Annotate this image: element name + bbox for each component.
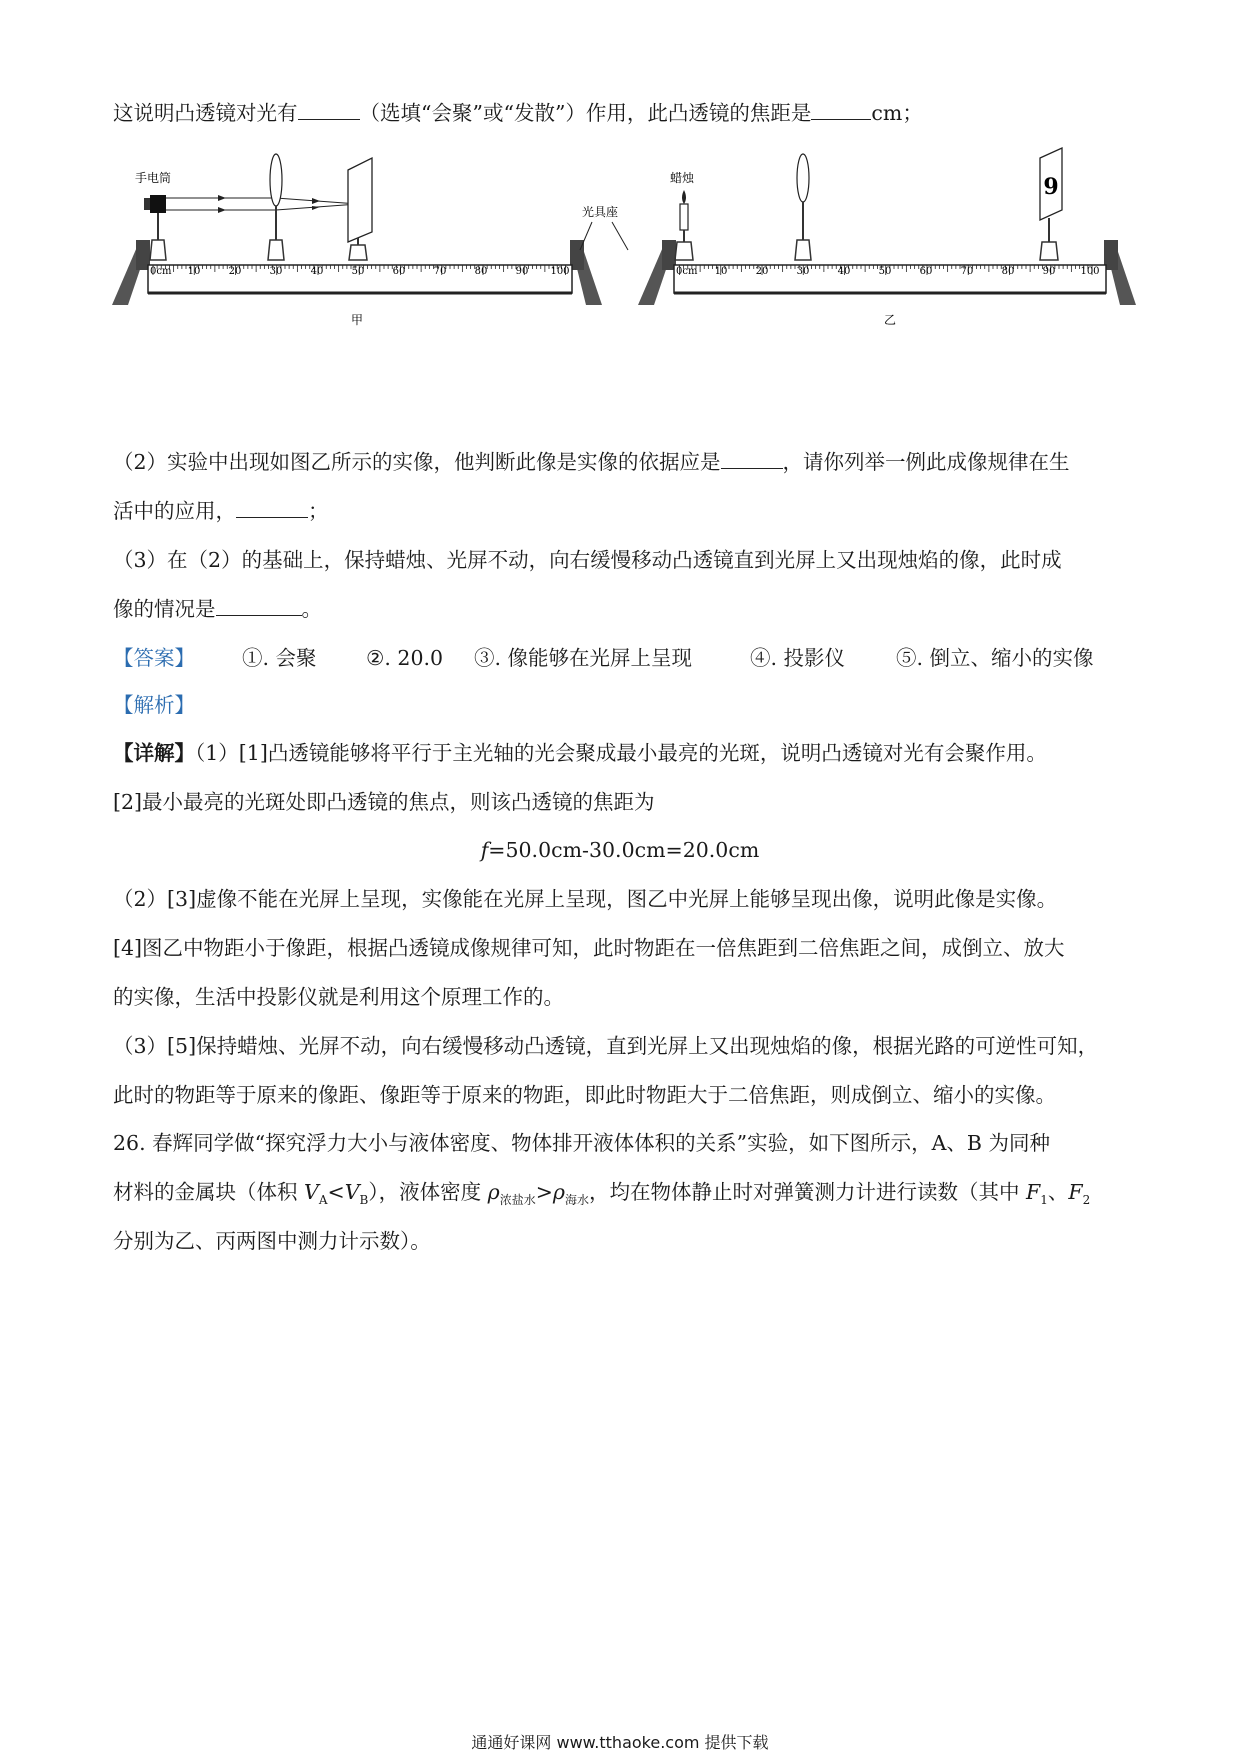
q2-line-1 <box>113 447 1070 477</box>
answer-item: ⑤. 倒立、缩小的实像 <box>896 646 1094 670</box>
q2-line-2 <box>113 496 329 526</box>
optical-bench-figure <box>0 140 1240 340</box>
tick-label-yi: 70 <box>960 266 974 277</box>
q1-text-b: （选填“会聚”或“发散”）作用，此凸透镜的焦距是 <box>359 101 812 125</box>
answer-item: ④. 投影仪 <box>750 646 846 670</box>
rho-symbol: ρ <box>552 1180 565 1204</box>
q3-text-b: 。 <box>301 597 322 621</box>
q2-text-a: （2）实验中出现如图乙所示的实像，他判断此像是实像的依据应是 <box>113 450 721 474</box>
greater-than: > <box>535 1180 553 1204</box>
tick-label-yi: 20 <box>755 266 769 277</box>
sub-salt-water: 浓盐水 <box>499 1193 536 1208</box>
tick-label-jia: 40 <box>310 266 324 277</box>
q1-blank-2 <box>811 99 871 120</box>
var-f: F <box>1025 1180 1041 1204</box>
figure-jia <box>112 154 602 327</box>
detail-line-6: （3）[5]保持蜡烛、光屏不动，向右缓慢移动凸透镜，直到光屏上又出现烛焰的像，根据光路的可逆性可知， <box>113 1034 1099 1058</box>
tick-label-yi: 100 <box>1080 266 1100 277</box>
var-v: V <box>344 1180 360 1204</box>
tick-label-jia: 100 <box>550 266 570 277</box>
tick-label-jia: 30 <box>269 266 283 277</box>
detail-line-5: 的实像，生活中投影仪就是利用这个原理工作的。 <box>113 985 564 1009</box>
answer-item: ③. 像能够在光屏上呈现 <box>474 646 693 670</box>
sub-sea-water: 海水 <box>564 1193 589 1208</box>
tick-label-yi: 60 <box>919 266 933 277</box>
q26-line-2 <box>113 1177 1090 1215</box>
answer-item: ①. 会聚 <box>242 646 317 670</box>
q2-text-c: 活中的应用， <box>113 499 236 523</box>
q26-text-a: 材料的金属块（体积 <box>113 1180 305 1204</box>
flashlight-label: 手电筒 <box>135 171 172 185</box>
tick-label-yi: 90 <box>1042 266 1056 277</box>
q2-blank-2 <box>236 497 308 518</box>
convex-lens-icon-yi <box>797 154 809 202</box>
figure-label-yi: 乙 <box>883 313 897 327</box>
detail-line-4: [4]图乙中物距小于像距，根据凸透镜成像规律可知，此时物距在一倍焦距到二倍焦距之间，成倒立、放大 <box>113 936 1065 960</box>
bench-label: 光具座 <box>581 205 619 219</box>
focal-length-formula <box>0 835 1240 865</box>
tick-zero-jia: 0cm <box>150 266 172 277</box>
formula-symbol-f: f <box>480 838 489 862</box>
q1-text-a: 这说明凸透镜对光有 <box>113 101 298 125</box>
q26-text-b: ），液体密度 <box>368 1180 488 1204</box>
tick-label-yi: 80 <box>1001 266 1015 277</box>
q3-text-a: 像的情况是 <box>113 597 216 621</box>
candle-icon <box>680 204 688 230</box>
flashlight-icon <box>150 195 166 213</box>
tick-label-jia: 50 <box>351 266 365 277</box>
tick-label-yi: 30 <box>796 266 810 277</box>
tick-label-jia: 90 <box>515 266 529 277</box>
rho-symbol: ρ <box>487 1180 500 1204</box>
analysis-tag: 【解析】 <box>113 693 195 717</box>
sub-1: 1 <box>1040 1193 1048 1208</box>
q2-text-d: ； <box>308 499 329 523</box>
detail-line-3: （2）[3]虚像不能在光屏上呈现，实像能在光屏上呈现，图乙中光屏上能够呈现出像，说明此像是实像。 <box>113 887 1058 911</box>
inverted-image-glyph: 9 <box>1043 174 1059 200</box>
answer-item: ②. 20.0 <box>366 646 444 670</box>
tick-label-jia: 70 <box>433 266 447 277</box>
detail-line-7: 此时的物距等于原来的像距、像距等于原来的物距，即此时物距大于二倍焦距，则成倒立、缩小的实像。 <box>113 1083 1056 1107</box>
detail-line-1 <box>113 738 1047 768</box>
q1-tail-line <box>113 98 923 128</box>
tick-zero-yi: 0cm <box>676 266 698 277</box>
formula-rest: =50.0cm-30.0cm=20.0cm <box>488 838 760 862</box>
separator: 、 <box>1047 1180 1069 1204</box>
detail-line-2: [2]最小最亮的光斑处即凸透镜的焦点，则该凸透镜的焦距为 <box>113 790 655 814</box>
detail-text-1: （1）[1]凸透镜能够将平行于主光轴的光会聚成最小最亮的光斑，说明凸透镜对光有会聚作用。 <box>195 741 1047 765</box>
light-screen-icon-jia <box>348 158 372 242</box>
sub-2: 2 <box>1082 1193 1091 1208</box>
q26-line-1: 26. 春辉同学做“探究浮力大小与液体密度、物体排开液体体积的关系”实验，如下图所示，A、B 为同种 <box>113 1131 1050 1155</box>
q2-blank-1 <box>721 448 783 469</box>
tick-label-jia: 60 <box>392 266 406 277</box>
footer-source: 通通好课网 www.tthaoke.com 提供下载 <box>471 1733 769 1752</box>
candle-label: 蜡烛 <box>670 171 695 185</box>
q26-text-c: ，均在物体静止时对弹簧测力计进行读数（其中 <box>588 1180 1026 1204</box>
convex-lens-icon-jia <box>270 154 282 206</box>
q3-blank <box>216 595 302 616</box>
sub-b: B <box>359 1193 369 1208</box>
q26-line-3: 分别为乙、丙两图中测力计示数）。 <box>113 1229 431 1253</box>
q3-line-1: （3）在（2）的基础上，保持蜡烛、光屏不动，向右缓慢移动凸透镜直到光屏上又出现烛焰的像，此时成 <box>113 548 1062 572</box>
var-v: V <box>304 1180 319 1204</box>
figure-label-jia: 甲 <box>350 313 364 327</box>
tick-label-jia: 10 <box>187 266 201 277</box>
tick-label-yi: 40 <box>837 266 851 277</box>
sub-a: A <box>318 1193 328 1208</box>
q2-text-b: ，请你列举一例此成像规律在生 <box>782 450 1070 474</box>
figure-yi <box>638 148 1136 327</box>
candle-flame-icon <box>682 190 686 204</box>
tick-label-jia: 80 <box>474 266 488 277</box>
detail-tag: 【详解】 <box>113 741 195 765</box>
tick-label-yi: 50 <box>878 266 892 277</box>
q3-line-2 <box>113 594 322 624</box>
tick-label-yi: 10 <box>714 266 728 277</box>
less-than: < <box>327 1180 345 1204</box>
tick-label-jia: 20 <box>228 266 242 277</box>
answer-tag: 【答案】 <box>113 646 195 670</box>
var-f: F <box>1068 1180 1083 1204</box>
q1-blank-1 <box>298 99 360 120</box>
q1-text-c: cm； <box>871 101 923 125</box>
